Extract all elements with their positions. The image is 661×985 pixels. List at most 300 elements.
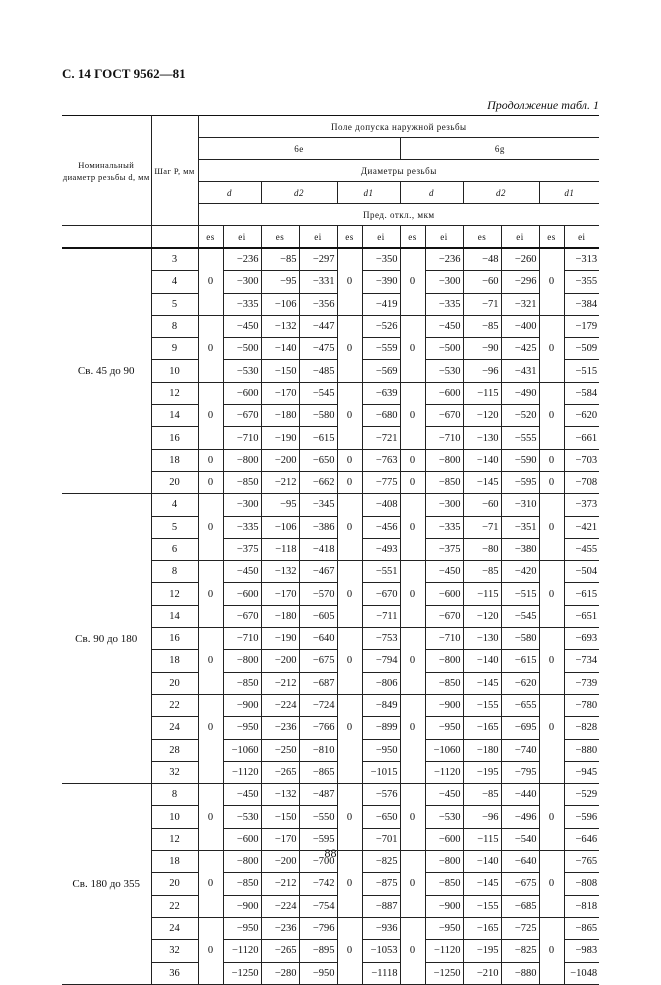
es-d1-6e-cell: 0 [337, 516, 362, 538]
pitch-cell: 18 [151, 449, 198, 471]
es-d-6e-cell: 0 [198, 583, 223, 605]
col-d-6g: d [400, 182, 463, 204]
col-d1-6g: d1 [539, 182, 599, 204]
es-d1-6g-cell: 0 [539, 806, 564, 828]
es-d1-6e-cell [337, 739, 362, 761]
pitch-cell: 5 [151, 516, 198, 538]
tolerance-6g-header: 6g [400, 138, 599, 160]
ei-d2-6e-cell: −605 [299, 605, 337, 627]
ei-d2-6g-cell: −595 [501, 471, 539, 493]
ei-d1-6e-cell: −721 [362, 427, 400, 449]
col-d2-6e: d2 [261, 182, 337, 204]
es-d-6g-cell [400, 739, 425, 761]
es-d1-6e-cell [337, 784, 362, 806]
ei-d2-6e-cell: −742 [299, 873, 337, 895]
es-d1-6e-cell [337, 895, 362, 917]
ei-d1-6e-cell: −390 [362, 271, 400, 293]
col-ei: ei [564, 226, 599, 249]
blank-header-cell [151, 226, 198, 249]
ei-d2-6g-cell: −695 [501, 717, 539, 739]
es-d1-6g-cell: 0 [539, 873, 564, 895]
ei-d2-6e-cell: −297 [299, 248, 337, 271]
es-d1-6e-cell [337, 494, 362, 516]
es-d1-6e-cell: 0 [337, 449, 362, 471]
es-d2-6g-cell: −145 [463, 471, 501, 493]
es-d2-6e-cell: −265 [261, 761, 299, 783]
ei-d1-6g-cell: −596 [564, 806, 599, 828]
ei-d2-6e-cell: −595 [299, 828, 337, 850]
ei-d2-6g-cell: −545 [501, 605, 539, 627]
ei-d1-6e-cell: −775 [362, 471, 400, 493]
es-d-6g-cell [400, 917, 425, 939]
es-d-6e-cell [198, 494, 223, 516]
pitch-cell: 8 [151, 315, 198, 337]
ei-d-6g-cell: −800 [425, 650, 463, 672]
table-row [62, 784, 599, 806]
ei-d2-6e-cell: −550 [299, 806, 337, 828]
es-d2-6g-cell: −90 [463, 338, 501, 360]
ei-d2-6g-cell: −260 [501, 248, 539, 271]
ei-d1-6e-cell: −419 [362, 293, 400, 315]
es-d-6g-cell [400, 895, 425, 917]
es-d-6e-cell: 0 [198, 471, 223, 493]
es-d-6g-cell [400, 628, 425, 650]
es-d-6g-cell [400, 605, 425, 627]
ei-d-6g-cell: −530 [425, 806, 463, 828]
ei-d2-6g-cell: −685 [501, 895, 539, 917]
ei-d1-6g-cell: −808 [564, 873, 599, 895]
es-d2-6e-cell: −95 [261, 494, 299, 516]
ei-d-6g-cell: −850 [425, 471, 463, 493]
ei-d1-6e-cell: −753 [362, 628, 400, 650]
es-d-6e-cell [198, 293, 223, 315]
ei-d1-6g-cell: −708 [564, 471, 599, 493]
pitch-cell: 10 [151, 360, 198, 382]
pitch-cell: 8 [151, 784, 198, 806]
es-d-6g-cell [400, 784, 425, 806]
es-d2-6g-cell: −180 [463, 739, 501, 761]
ei-d1-6g-cell: −373 [564, 494, 599, 516]
ei-d2-6g-cell: −880 [501, 962, 539, 984]
es-d-6e-cell: 0 [198, 873, 223, 895]
es-d2-6e-cell: −118 [261, 538, 299, 560]
ei-d2-6g-cell: −431 [501, 360, 539, 382]
es-d2-6g-cell: −115 [463, 382, 501, 404]
es-d-6e-cell [198, 672, 223, 694]
es-d2-6g-cell: −145 [463, 672, 501, 694]
es-d1-6e-cell [337, 605, 362, 627]
es-d1-6e-cell: 0 [337, 271, 362, 293]
es-d2-6e-cell: −280 [261, 962, 299, 984]
es-d2-6e-cell: −132 [261, 315, 299, 337]
es-d-6g-cell [400, 761, 425, 783]
es-d1-6g-cell [539, 248, 564, 271]
ei-d1-6e-cell: −456 [362, 516, 400, 538]
es-d1-6e-cell [337, 628, 362, 650]
ei-d-6e-cell: −600 [223, 828, 261, 850]
pitch-cell: 14 [151, 605, 198, 627]
col-ei: ei [299, 226, 337, 249]
es-d2-6e-cell: −85 [261, 248, 299, 271]
ei-d2-6e-cell: −580 [299, 405, 337, 427]
es-d-6g-cell [400, 427, 425, 449]
ei-d-6e-cell: −335 [223, 293, 261, 315]
ei-d-6g-cell: −800 [425, 449, 463, 471]
ei-d2-6g-cell: −825 [501, 940, 539, 962]
ei-d2-6g-cell: −655 [501, 694, 539, 716]
es-d-6g-cell: 0 [400, 271, 425, 293]
ei-d1-6e-cell: −1118 [362, 962, 400, 984]
es-d1-6e-cell [337, 561, 362, 583]
ei-d1-6e-cell: −650 [362, 806, 400, 828]
es-d2-6g-cell: −145 [463, 873, 501, 895]
ei-d1-6g-cell: −765 [564, 851, 599, 873]
es-d1-6e-cell: 0 [337, 583, 362, 605]
ei-d1-6g-cell: −313 [564, 248, 599, 271]
ei-d2-6g-cell: −321 [501, 293, 539, 315]
col-es: es [198, 226, 223, 249]
col-ei: ei [501, 226, 539, 249]
ei-d2-6g-cell: −620 [501, 672, 539, 694]
es-d2-6e-cell: −150 [261, 360, 299, 382]
ei-d-6g-cell: −450 [425, 784, 463, 806]
es-d-6e-cell [198, 628, 223, 650]
ei-d2-6g-cell: −640 [501, 851, 539, 873]
ei-d-6e-cell: −900 [223, 694, 261, 716]
ei-d1-6g-cell: −529 [564, 784, 599, 806]
es-d-6e-cell [198, 761, 223, 783]
ei-d-6e-cell: −1120 [223, 761, 261, 783]
es-d2-6g-cell: −195 [463, 940, 501, 962]
es-d1-6g-cell [539, 382, 564, 404]
ei-d-6e-cell: −800 [223, 650, 261, 672]
es-d1-6e-cell: 0 [337, 650, 362, 672]
es-d2-6e-cell: −106 [261, 293, 299, 315]
es-d2-6e-cell: −265 [261, 940, 299, 962]
ei-d1-6e-cell: −526 [362, 315, 400, 337]
pitch-cell: 4 [151, 271, 198, 293]
ei-d2-6e-cell: −796 [299, 917, 337, 939]
es-d-6g-cell [400, 494, 425, 516]
thread-diameters-header: Диаметры резьбы [198, 160, 599, 182]
es-d2-6e-cell: −200 [261, 449, 299, 471]
pitch-cell: 20 [151, 873, 198, 895]
es-d-6g-cell: 0 [400, 650, 425, 672]
es-d-6e-cell: 0 [198, 516, 223, 538]
ei-d-6e-cell: −300 [223, 271, 261, 293]
ei-d2-6e-cell: −487 [299, 784, 337, 806]
ei-d-6e-cell: −1120 [223, 940, 261, 962]
ei-d1-6g-cell: −384 [564, 293, 599, 315]
es-d2-6e-cell: −250 [261, 739, 299, 761]
ei-d1-6g-cell: −509 [564, 338, 599, 360]
es-d-6g-cell [400, 962, 425, 984]
es-d1-6e-cell [337, 917, 362, 939]
ei-d2-6e-cell: −418 [299, 538, 337, 560]
pitch-cell: 5 [151, 293, 198, 315]
es-d-6g-cell [400, 694, 425, 716]
es-d1-6g-cell [539, 538, 564, 560]
ei-d-6e-cell: −900 [223, 895, 261, 917]
pitch-cell: 24 [151, 917, 198, 939]
es-d1-6e-cell [337, 248, 362, 271]
es-d-6e-cell: 0 [198, 405, 223, 427]
ei-d2-6e-cell: −386 [299, 516, 337, 538]
diameter-range-cell: Св. 90 до 180 [62, 494, 151, 784]
ei-d2-6g-cell: −440 [501, 784, 539, 806]
ei-d1-6g-cell: −739 [564, 672, 599, 694]
ei-d1-6g-cell: −179 [564, 315, 599, 337]
pitch-cell: 32 [151, 940, 198, 962]
ei-d2-6e-cell: −447 [299, 315, 337, 337]
es-d-6e-cell: 0 [198, 806, 223, 828]
es-d2-6g-cell: −96 [463, 806, 501, 828]
page-number: 88 [324, 846, 337, 860]
pitch-cell: 32 [151, 761, 198, 783]
table-body [62, 248, 599, 984]
es-d-6g-cell [400, 248, 425, 271]
es-d2-6e-cell: −180 [261, 405, 299, 427]
ei-d1-6e-cell: −825 [362, 851, 400, 873]
es-d-6e-cell: 0 [198, 338, 223, 360]
ei-d-6g-cell: −450 [425, 315, 463, 337]
ei-d-6e-cell: −800 [223, 851, 261, 873]
es-d-6g-cell [400, 382, 425, 404]
blank-header-cell [62, 226, 151, 249]
es-d-6e-cell [198, 962, 223, 984]
pitch-cell: 8 [151, 561, 198, 583]
es-d2-6g-cell: −96 [463, 360, 501, 382]
ei-d2-6g-cell: −515 [501, 583, 539, 605]
ei-d1-6g-cell: −515 [564, 360, 599, 382]
pitch-cell: 16 [151, 628, 198, 650]
es-d2-6e-cell: −212 [261, 471, 299, 493]
ei-d-6g-cell: −710 [425, 427, 463, 449]
ei-d-6g-cell: −900 [425, 895, 463, 917]
es-d-6e-cell [198, 315, 223, 337]
es-d2-6g-cell: −140 [463, 650, 501, 672]
es-d2-6g-cell: −71 [463, 516, 501, 538]
ei-d-6e-cell: −950 [223, 917, 261, 939]
col-es: es [463, 226, 501, 249]
ei-d-6e-cell: −450 [223, 561, 261, 583]
ei-d2-6e-cell: −724 [299, 694, 337, 716]
ei-d-6e-cell: −530 [223, 360, 261, 382]
es-d1-6g-cell: 0 [539, 583, 564, 605]
pitch-cell: 14 [151, 405, 198, 427]
ei-d-6g-cell: −335 [425, 293, 463, 315]
ei-d2-6e-cell: −615 [299, 427, 337, 449]
es-d-6g-cell: 0 [400, 940, 425, 962]
ei-d2-6e-cell: −687 [299, 672, 337, 694]
ei-d1-6e-cell: −350 [362, 248, 400, 271]
ei-d1-6g-cell: −693 [564, 628, 599, 650]
es-d2-6g-cell: −48 [463, 248, 501, 271]
es-d2-6e-cell: −200 [261, 851, 299, 873]
ei-d2-6g-cell: −351 [501, 516, 539, 538]
ei-d-6e-cell: −850 [223, 471, 261, 493]
col-d-6e: d [198, 182, 261, 204]
ei-d1-6e-cell: −639 [362, 382, 400, 404]
ei-d2-6g-cell: −740 [501, 739, 539, 761]
ei-d-6g-cell: −600 [425, 583, 463, 605]
es-d1-6g-cell: 0 [539, 717, 564, 739]
ei-d-6e-cell: −335 [223, 516, 261, 538]
es-d2-6e-cell: −236 [261, 717, 299, 739]
ei-d2-6e-cell: −356 [299, 293, 337, 315]
ei-d1-6g-cell: −818 [564, 895, 599, 917]
ei-d-6e-cell: −670 [223, 405, 261, 427]
es-d1-6e-cell: 0 [337, 806, 362, 828]
ei-d1-6e-cell: −1053 [362, 940, 400, 962]
es-d2-6g-cell: −85 [463, 784, 501, 806]
es-d-6e-cell: 0 [198, 650, 223, 672]
es-d-6e-cell [198, 360, 223, 382]
pitch-cell: 18 [151, 650, 198, 672]
es-d1-6g-cell: 0 [539, 271, 564, 293]
ei-d2-6g-cell: −580 [501, 628, 539, 650]
ei-d-6e-cell: −600 [223, 382, 261, 404]
ei-d1-6e-cell: −559 [362, 338, 400, 360]
ei-d-6g-cell: −850 [425, 873, 463, 895]
ei-d1-6g-cell: −828 [564, 717, 599, 739]
es-d-6g-cell [400, 293, 425, 315]
col-d2-6g: d2 [463, 182, 539, 204]
col-es: es [539, 226, 564, 249]
ei-d1-6e-cell: −1015 [362, 761, 400, 783]
diameter-range-cell: Св. 45 до 90 [62, 248, 151, 494]
ei-d2-6e-cell: −485 [299, 360, 337, 382]
ei-d-6g-cell: −300 [425, 494, 463, 516]
pitch-cell: 36 [151, 962, 198, 984]
pitch-header: Шаг P, мм [151, 116, 198, 226]
ei-d-6e-cell: −530 [223, 806, 261, 828]
col-es: es [400, 226, 425, 249]
ei-d-6g-cell: −900 [425, 694, 463, 716]
es-d2-6e-cell: −224 [261, 694, 299, 716]
ei-d-6g-cell: −800 [425, 851, 463, 873]
ei-d1-6g-cell: −615 [564, 583, 599, 605]
ei-d2-6e-cell: −700 [299, 851, 337, 873]
ei-d1-6g-cell: −584 [564, 382, 599, 404]
es-d-6e-cell: 0 [198, 940, 223, 962]
ei-d1-6g-cell: −455 [564, 538, 599, 560]
es-d2-6g-cell: −60 [463, 494, 501, 516]
es-d1-6g-cell [539, 784, 564, 806]
es-d2-6g-cell: −120 [463, 605, 501, 627]
ei-d2-6g-cell: −296 [501, 271, 539, 293]
ei-d2-6e-cell: −675 [299, 650, 337, 672]
table-row [62, 494, 599, 516]
col-ei: ei [425, 226, 463, 249]
es-d-6e-cell [198, 917, 223, 939]
es-d-6g-cell: 0 [400, 471, 425, 493]
es-d1-6e-cell [337, 761, 362, 783]
es-d-6e-cell: 0 [198, 271, 223, 293]
es-d2-6g-cell: −155 [463, 694, 501, 716]
ei-d2-6e-cell: −640 [299, 628, 337, 650]
ei-d1-6e-cell: −680 [362, 405, 400, 427]
es-d-6g-cell: 0 [400, 405, 425, 427]
es-d-6g-cell: 0 [400, 873, 425, 895]
ei-d2-6e-cell: −950 [299, 962, 337, 984]
ei-d2-6e-cell: −545 [299, 382, 337, 404]
ei-d1-6g-cell: −646 [564, 828, 599, 850]
ei-d-6g-cell: −710 [425, 628, 463, 650]
es-d1-6g-cell [539, 694, 564, 716]
pitch-cell: 12 [151, 382, 198, 404]
ei-d1-6g-cell: −661 [564, 427, 599, 449]
ei-d1-6g-cell: −504 [564, 561, 599, 583]
es-d2-6e-cell: −132 [261, 561, 299, 583]
ei-d-6e-cell: −1060 [223, 739, 261, 761]
ei-d-6g-cell: −1060 [425, 739, 463, 761]
es-d-6e-cell [198, 739, 223, 761]
ei-d2-6g-cell: −555 [501, 427, 539, 449]
ei-d-6e-cell: −450 [223, 784, 261, 806]
ei-d2-6g-cell: −795 [501, 761, 539, 783]
ei-d2-6g-cell: −490 [501, 382, 539, 404]
es-d2-6g-cell: −85 [463, 561, 501, 583]
es-d-6g-cell: 0 [400, 717, 425, 739]
es-d2-6g-cell: −140 [463, 851, 501, 873]
ei-d2-6e-cell: −810 [299, 739, 337, 761]
ei-d2-6g-cell: −400 [501, 315, 539, 337]
pitch-cell: 3 [151, 248, 198, 271]
ei-d1-6g-cell: −355 [564, 271, 599, 293]
ei-d1-6g-cell: −865 [564, 917, 599, 939]
es-d-6e-cell [198, 784, 223, 806]
ei-d-6e-cell: −236 [223, 248, 261, 271]
ei-d-6g-cell: −600 [425, 382, 463, 404]
es-d2-6g-cell: −120 [463, 405, 501, 427]
ei-d1-6e-cell: −493 [362, 538, 400, 560]
es-d1-6e-cell [337, 382, 362, 404]
es-d2-6e-cell: −200 [261, 650, 299, 672]
es-d1-6g-cell: 0 [539, 650, 564, 672]
pitch-cell: 16 [151, 427, 198, 449]
pitch-cell: 28 [151, 739, 198, 761]
es-d1-6g-cell [539, 494, 564, 516]
es-d1-6g-cell [539, 761, 564, 783]
ei-d2-6g-cell: −590 [501, 449, 539, 471]
es-d2-6g-cell: −115 [463, 583, 501, 605]
ei-d-6e-cell: −300 [223, 494, 261, 516]
es-d2-6g-cell: −71 [463, 293, 501, 315]
ei-d1-6g-cell: −651 [564, 605, 599, 627]
ei-d2-6g-cell: −380 [501, 538, 539, 560]
es-d2-6g-cell: −115 [463, 828, 501, 850]
es-d1-6e-cell [337, 293, 362, 315]
es-d1-6e-cell: 0 [337, 717, 362, 739]
ei-d2-6e-cell: −754 [299, 895, 337, 917]
es-d1-6e-cell [337, 315, 362, 337]
ei-d1-6g-cell: −421 [564, 516, 599, 538]
es-d1-6e-cell [337, 538, 362, 560]
ei-d1-6e-cell: −569 [362, 360, 400, 382]
ei-d-6g-cell: −670 [425, 405, 463, 427]
ei-d1-6e-cell: −950 [362, 739, 400, 761]
es-d1-6g-cell: 0 [539, 449, 564, 471]
ei-d1-6g-cell: −880 [564, 739, 599, 761]
es-d1-6g-cell [539, 427, 564, 449]
ei-d-6e-cell: −500 [223, 338, 261, 360]
es-d2-6e-cell: −212 [261, 873, 299, 895]
ei-d-6g-cell: −600 [425, 828, 463, 850]
col-ei: ei [362, 226, 400, 249]
ei-d1-6g-cell: −734 [564, 650, 599, 672]
ei-d-6g-cell: −450 [425, 561, 463, 583]
